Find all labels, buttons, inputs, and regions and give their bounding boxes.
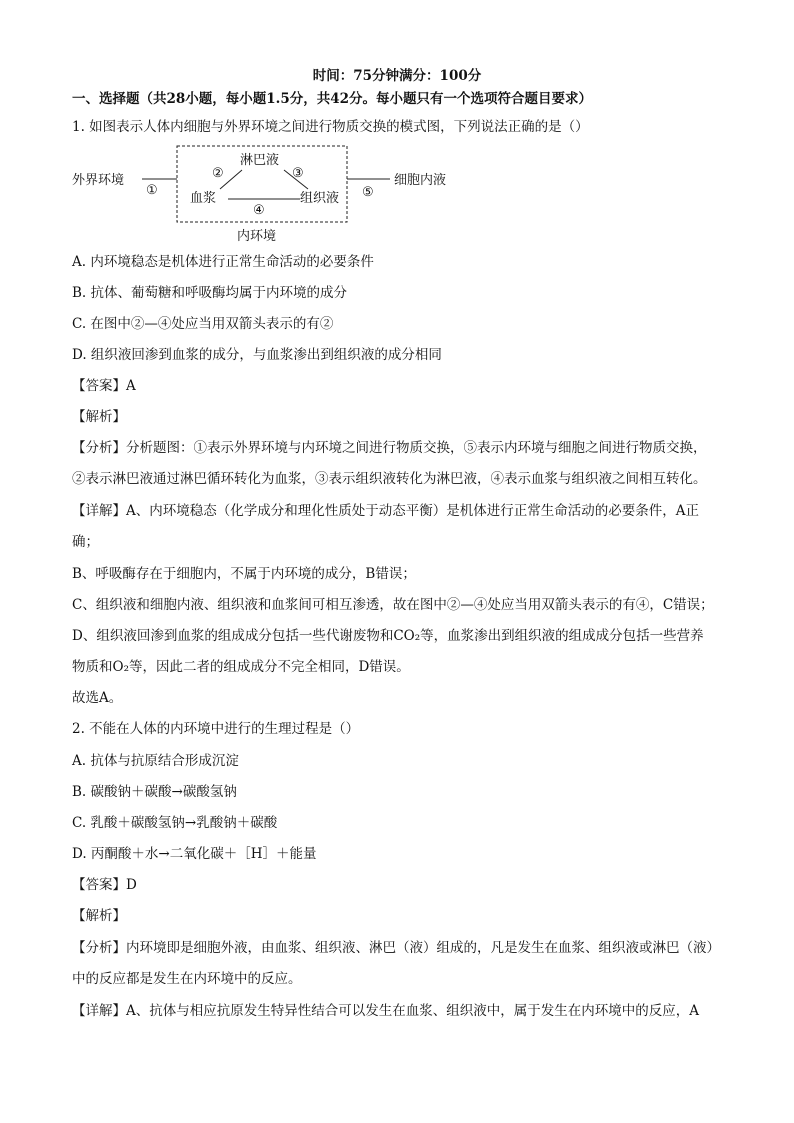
diagram-num-1: ① bbox=[146, 183, 158, 198]
q1-analysis-line: 故选A。 bbox=[72, 690, 123, 706]
diagram-lymph: 淋巴液 bbox=[240, 153, 280, 168]
diagram-num-4: ④ bbox=[253, 203, 265, 218]
diagram-tissue-fluid: 组织液 bbox=[300, 191, 340, 206]
diagram-num-5: ⑤ bbox=[362, 185, 374, 200]
diagram-num-3: ③ bbox=[292, 166, 304, 181]
q2-analysis-line: 【分析】内环境即是细胞外液，由血浆、组织液、淋巴（液）组成的，凡是发生在血浆、组织液或淋巴（液） bbox=[72, 940, 720, 956]
q2-option-a: A. 抗体与抗原结合形成沉淀 bbox=[72, 753, 239, 769]
diagram-plasma: 血浆 bbox=[190, 191, 217, 206]
section-title: 一、选择题（共28小题，每小题1.5分，共42分。每小题只有一个选项符合题目要求） bbox=[72, 91, 593, 107]
q1-option-d: D. 组织液回渗到血浆的成分，与血浆渗出到组织液的成分相同 bbox=[72, 347, 442, 363]
diagram-num-2: ② bbox=[212, 166, 224, 181]
q2-answer: 【答案】D bbox=[72, 877, 137, 893]
diagram-cell-fluid: 细胞内液 bbox=[394, 173, 447, 188]
q1-option-a: A. 内环境稳态是机体进行正常生命活动的必要条件 bbox=[72, 254, 374, 270]
q1-analysis-line: ②表示淋巴液通过淋巴循环转化为血浆，③表示组织液转化为淋巴液，④表示血浆与组织液之间相互转化。 bbox=[72, 471, 707, 487]
q1-analysis-line: 物质和O₂等，因此二者的组成成分不完全相同，D错误。 bbox=[72, 659, 410, 675]
q1-answer: 【答案】A bbox=[72, 378, 136, 394]
question-2-stem: 2. 不能在人体的内环境中进行的生理过程是（） bbox=[72, 721, 360, 737]
q1-analysis-line: B、呼吸酶存在于细胞内，不属于内环境的成分，B错误； bbox=[72, 566, 416, 582]
q1-analysis-line: 确； bbox=[72, 534, 99, 550]
q2-analysis-title: 【解析】 bbox=[72, 908, 126, 924]
exam-header: 时间：75分钟满分：100分 bbox=[312, 68, 482, 84]
q1-option-b: B. 抗体、葡萄糖和呼吸酶均属于内环境的成分 bbox=[72, 285, 348, 301]
q2-analysis-line: 中的反应都是发生在内环境中的反应。 bbox=[72, 971, 302, 987]
q2-option-b: B. 碳酸钠＋碳酸→碳酸氢钠 bbox=[72, 784, 237, 800]
q1-analysis-line: 【分析】分析题图：①表示外界环境与内环境之间进行物质交换，⑤表示内环境与细胞之间进行物质交换， bbox=[72, 440, 707, 456]
q2-option-c: C. 乳酸＋碳酸氢钠→乳酸钠＋碳酸 bbox=[72, 815, 278, 831]
q1-analysis-line: D、组织液回渗到血浆的组成成分包括一些代谢废物和CO₂等，血浆渗出到组织液的组成成分包括一些营养 bbox=[72, 628, 704, 644]
diagram-inner-env: 内环境 bbox=[237, 229, 277, 244]
q1-analysis-title: 【解析】 bbox=[72, 409, 126, 425]
q1-analysis-line: C、组织液和细胞内液、组织液和血浆间可相互渗透，故在图中②—④处应当用双箭头表示的有④，C错误； bbox=[72, 597, 714, 613]
q1-option-c: C. 在图中②—④处应当用双箭头表示的有② bbox=[72, 316, 334, 332]
diagram-outer-env: 外界环境 bbox=[72, 173, 125, 188]
q2-analysis-line: 【详解】A、抗体与相应抗原发生特异性结合可以发生在血浆、组织液中，属于发生在内环境中的反应，A bbox=[72, 1003, 699, 1019]
q2-option-d: D. 丙酮酸＋水→二氧化碳＋［H］＋能量 bbox=[72, 846, 317, 862]
question-1-stem: 1. 如图表示人体内细胞与外界环境之间进行物质交换的模式图，下列说法正确的是（） bbox=[72, 119, 589, 135]
q1-analysis-line: 【详解】A、内环境稳态（化学成分和理化性质处于动态平衡）是机体进行正常生命活动的必要条件，A正 bbox=[72, 503, 699, 519]
exchange-diagram bbox=[72, 144, 472, 248]
